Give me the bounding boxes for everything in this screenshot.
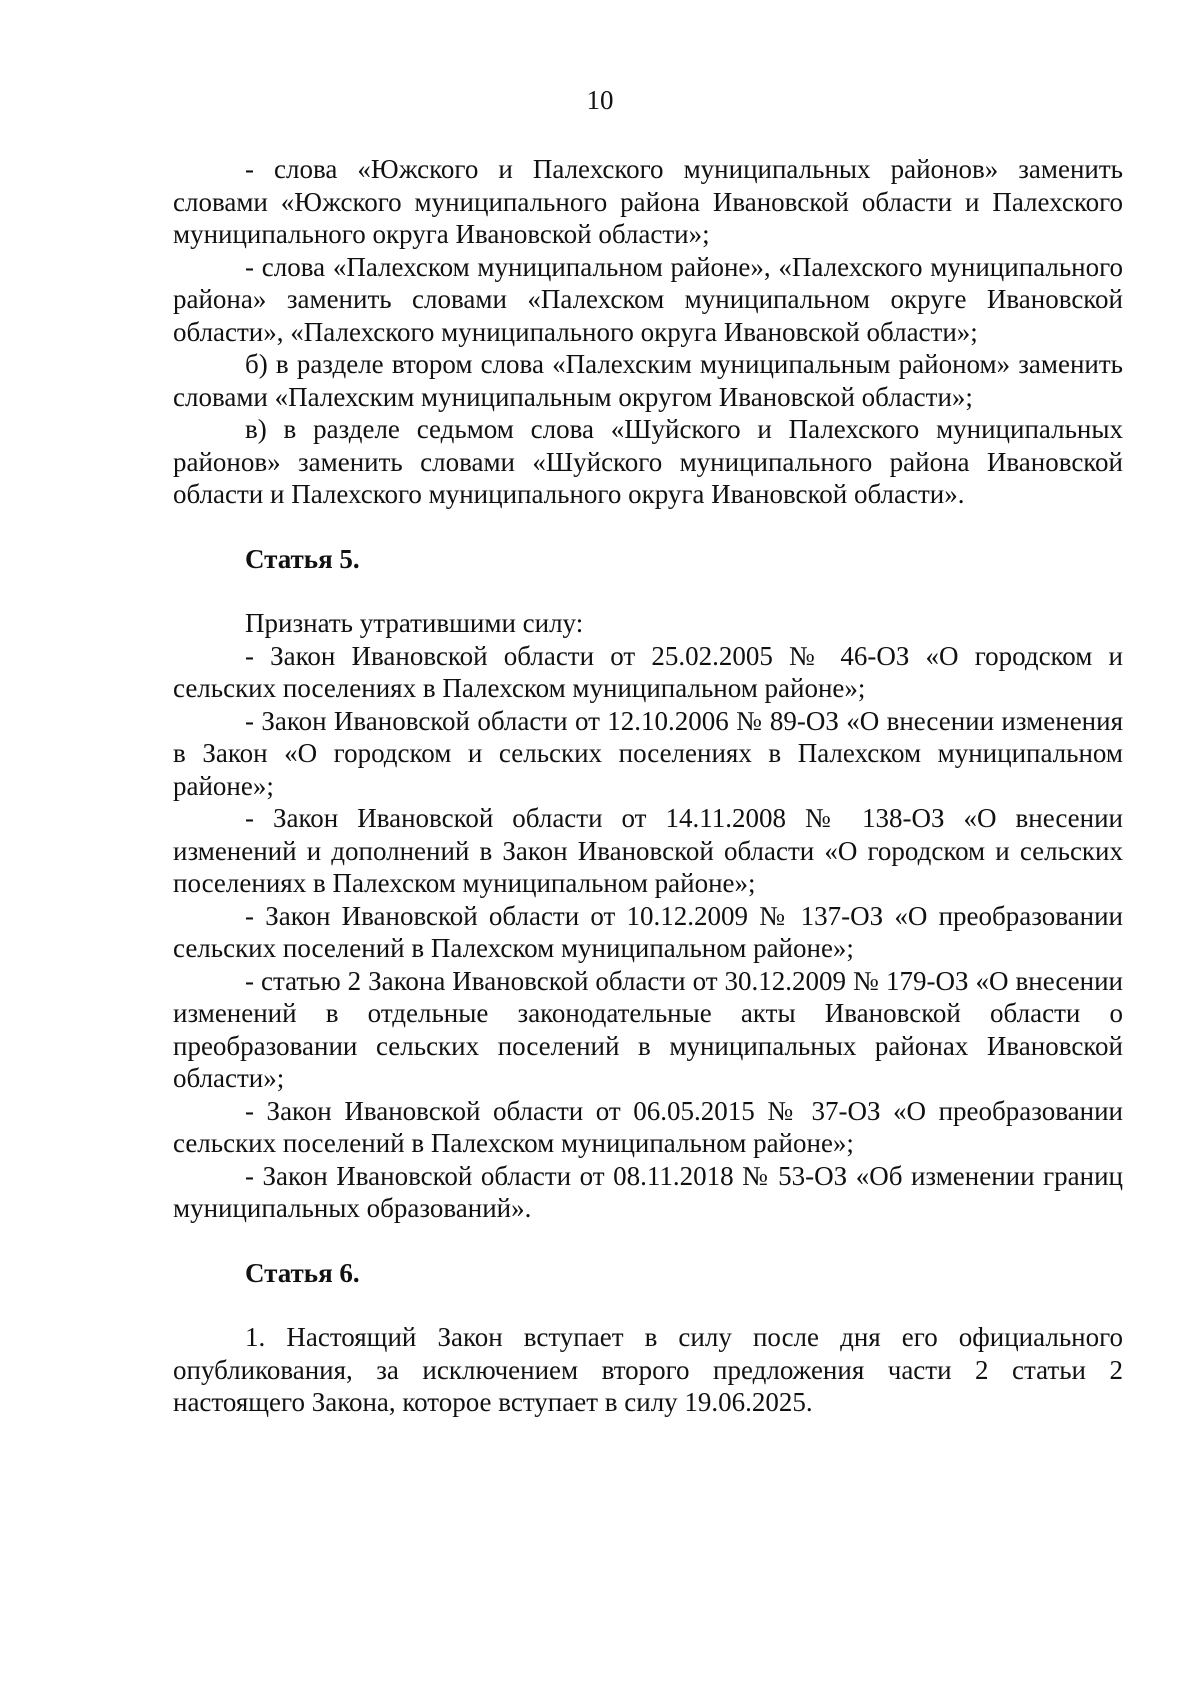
article-6-clause-1: 1. Настоящий Закон вступает в силу после дня его официального опубликования, за исключением второго предложения части 2 статьи 2 настоящего Закона, которое вступает в силу 19.06.2025. [173, 1322, 1123, 1417]
repealed-law-item: - Закон Ивановской области от 12.10.2006 № 89-ОЗ «О внесении изменения в Закон «О городском и сельских поселениях в Палехском муниципальном районе»; [173, 705, 1123, 801]
article-5-heading: Статья 5. [245, 543, 360, 574]
paragraph-amend-yuzha: - слова «Южского и Палехского муниципальных районов» заменить словами «Южского муниципального района Ивановской области и Палехского муниципального округа Ивановской области»; [173, 154, 1123, 249]
article-5-intro: Признать утратившими силу: [245, 608, 584, 638]
repealed-law-item: - Закон Ивановской области от 25.02.2005 № 46-ОЗ «О городском и сельских поселениях в Палехском муниципальном районе»; [173, 640, 1123, 703]
repealed-law-item: - Закон Ивановской области от 10.12.2009 № 137-ОЗ «О преобразовании сельских поселений в Палехском муниципальном районе»; [173, 900, 1123, 963]
document-body [173, 153, 1123, 1419]
repealed-law-item: - статью 2 Закона Ивановской области от 30.12.2009 № 179-ОЗ «О внесении изменений в отдельные законодательные акты Ивановской области о преобразовании сельских поселений в муниципальных районах Ивановской области»; [173, 965, 1123, 1093]
article-6-heading: Статья 6. [245, 1257, 360, 1288]
repealed-law-item: - Закон Ивановской области от 06.05.2015 № 37-ОЗ «О преобразовании сельских поселений в Палехском муниципальном районе»; [173, 1095, 1123, 1158]
paragraph-amend-section-seven: в) в разделе седьмом слова «Шуйского и Палехского муниципальных районов» заменить словами «Шуйского муниципального района Ивановской области и Палехского муниципального округа Ивановской области». [173, 414, 1123, 509]
repealed-law-item: - Закон Ивановской области от 14.11.2008 № 138-ОЗ «О внесении изменений и дополнений в Закон Ивановской области «О городском и сельских поселениях в Палехском муниципальном районе»; [173, 803, 1123, 898]
page-number: 10 [586, 85, 614, 115]
paragraph-amend-section-two: б) в разделе втором слова «Палехским муниципальным районом» заменить словами «Палехским муниципальным округом Ивановской области»; [173, 349, 1123, 412]
paragraph-amend-palekh-rayon: - слова «Палехском муниципальном районе», «Палехского муниципального района» заменить словами «Палехском муниципальном округе Ивановской области», «Палехского муниципального округа Ивановской области»; [173, 251, 1123, 347]
repealed-law-item: - Закон Ивановской области от 08.11.2018 № 53-ОЗ «Об изменении границ муниципальных образований». [173, 1160, 1123, 1223]
